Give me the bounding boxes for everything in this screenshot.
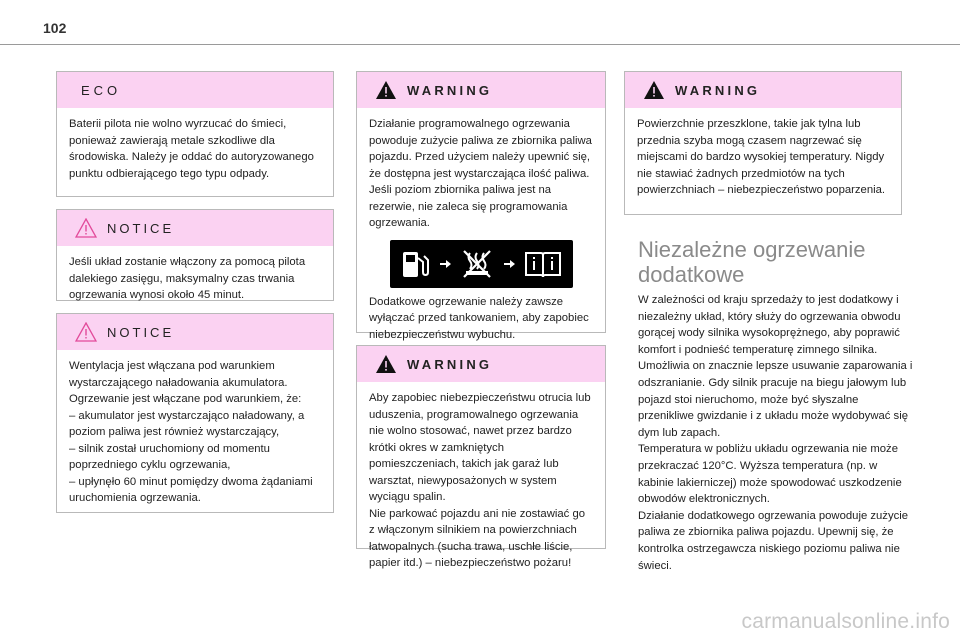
warning-2-body [357, 382, 605, 582]
top-divider [0, 44, 960, 45]
warning-1-body [357, 108, 605, 349]
notice-1-title: NOTICE [107, 220, 175, 236]
warning-1-text: Działanie programowalnego ogrzewania powoduje zużycie paliwa ze zbiornika paliwa pojazdu. Przed użyciem należy upewnić się, że dostępna jest wystarczająca ilość paliwa. Jeśli poziom zbiornika paliwa jest na rezerwie, nie zaleca się programowania ogrzewania. [369, 118, 592, 229]
arrow-right-icon [502, 257, 516, 271]
notice-2-line: – akumulator jest wystarczająco naładowany, a poziom paliwa jest również wystarczający, [69, 409, 305, 438]
eco-box-header [57, 72, 333, 108]
warning-3-title: WARNING [675, 82, 761, 98]
notice-2-line: – silnik został uruchomiony od momentu poprzedniego cyklu ogrzewania, [69, 442, 270, 471]
warning-2-line: Aby zapobiec niebezpieczeństwu otrucia lub uduszenia, programowalnego ogrzewania nie wolno stosować, nawet przez bardzo krótki okres w zamkniętych pomieszczeniach, takich jak garaż lub warsztat, niewyposażonych w system wyciągu spalin. [369, 392, 591, 503]
page-number: 102 [43, 20, 67, 36]
eco-title: ECO [81, 82, 122, 98]
warning-2-title: WARNING [407, 356, 493, 372]
warning-box-1 [356, 71, 606, 341]
watermark: carmanualsonline.info [741, 610, 950, 633]
eco-box [56, 71, 334, 197]
notice-2-line: – upłynęło 60 minut pomiędzy dwoma żądaniami uruchomienia ogrzewania. [69, 475, 313, 504]
fuel-heating-pictogram [390, 240, 573, 288]
warning-box-2-header [357, 346, 605, 382]
no-heating-icon [460, 247, 494, 281]
notice-box-1 [56, 209, 334, 301]
warning-3-text: Powierzchnie przeszklone, takie jak tylna lub przednia szyba mogą czasem nagrzewać się miejscami do bardzo wysokiej temperatury. Nigdy nie stawiać żadnych przedmiotów na tych powierzchniach – niebezpieczeństwo poparzenia. [637, 118, 886, 196]
fuel-pump-icon [400, 248, 430, 280]
warning-outline-icon [75, 322, 97, 342]
warning-filled-icon [375, 80, 397, 100]
notice-2-line: Wentylacja jest włączana pod warunkiem wystarczającego naładowania akumulatora. [69, 360, 288, 389]
notice-box-2 [56, 313, 334, 513]
section-paragraph: Umożliwia on znacznie lepsze usuwanie zaparowania i odszranianie. Gdy silnik pracuje na biegu jałowym lub pojazd stoi nieruchomo, może być słyszalne przenikliwe gwizdanie i z układu może wydobywać się dym lub zapach. [638, 360, 913, 439]
warning-box-3-header [625, 72, 901, 108]
section-paragraph: W zależności od kraju sprzedaży to jest dodatkowy i niezależny układ, który służy do ogrzewania obwodu gorącej wody silnika wysokoprężnego, aby poprawić komfort i podnieść temperaturę zimnego silnika. [638, 294, 901, 356]
warning-1-text-2: Dodatkowe ogrzewanie należy zawsze wyłączać przed tankowaniem, aby zapobiec niebezpieczeństwu wybuchu. [369, 295, 589, 341]
arrow-right-icon [438, 257, 452, 271]
notice-2-line: Ogrzewanie jest włączane pod warunkiem, że: [69, 393, 302, 405]
section-paragraph: Działanie dodatkowego ogrzewania powoduje zużycie paliwa ze zbiornika paliwa pojazdu. Upewnij się, że kontrolka ostrzegawcza niskiego poziomu paliwa nie świeci. [638, 509, 909, 572]
warning-outline-icon [75, 218, 97, 238]
warning-filled-icon [643, 80, 665, 100]
section-title: Niezależne ogrzewanie dodatkowe [638, 237, 866, 287]
warning-filled-icon [375, 354, 397, 374]
notice-box-2-header [57, 314, 333, 350]
section-paragraph: Temperatura w pobliżu układu ogrzewania nie może przekraczać 120°C. Wyższa temperatura (np. w kabinie lakierniczej) może spowodować uszkodzenie obwodów elektronicznych. [638, 443, 902, 506]
notice-2-title: NOTICE [107, 324, 175, 340]
notice-2-body [57, 350, 333, 517]
warning-box-3 [624, 71, 902, 215]
warning-1-title: WARNING [407, 82, 493, 98]
notice-1-text: Jeśli układ zostanie włączony za pomocą pilota dalekiego zasięgu, maksymalny czas trwania ogrzewania wynosi około 45 minut. [69, 256, 306, 301]
warning-box-1-header [357, 72, 605, 108]
warning-box-2 [356, 345, 606, 569]
notice-box-1-header [57, 210, 333, 246]
warning-2-line: Nie parkować pojazdu ani nie zostawiać go z włączonym silnikiem na powierzchniach łatwopalnych (sucha trawa, uschłe liście, papier itd.) – niebezpieczeństwo pożaru! [369, 507, 586, 569]
eco-text: Baterii pilota nie wolno wyrzucać do śmieci, ponieważ zawierają metale szkodliwe dla środowiska. Należy je oddać do autoryzowanego punktu odbierającego tego typu odpady. [69, 118, 314, 180]
section-body [638, 292, 913, 574]
book-info-icon [524, 249, 562, 279]
